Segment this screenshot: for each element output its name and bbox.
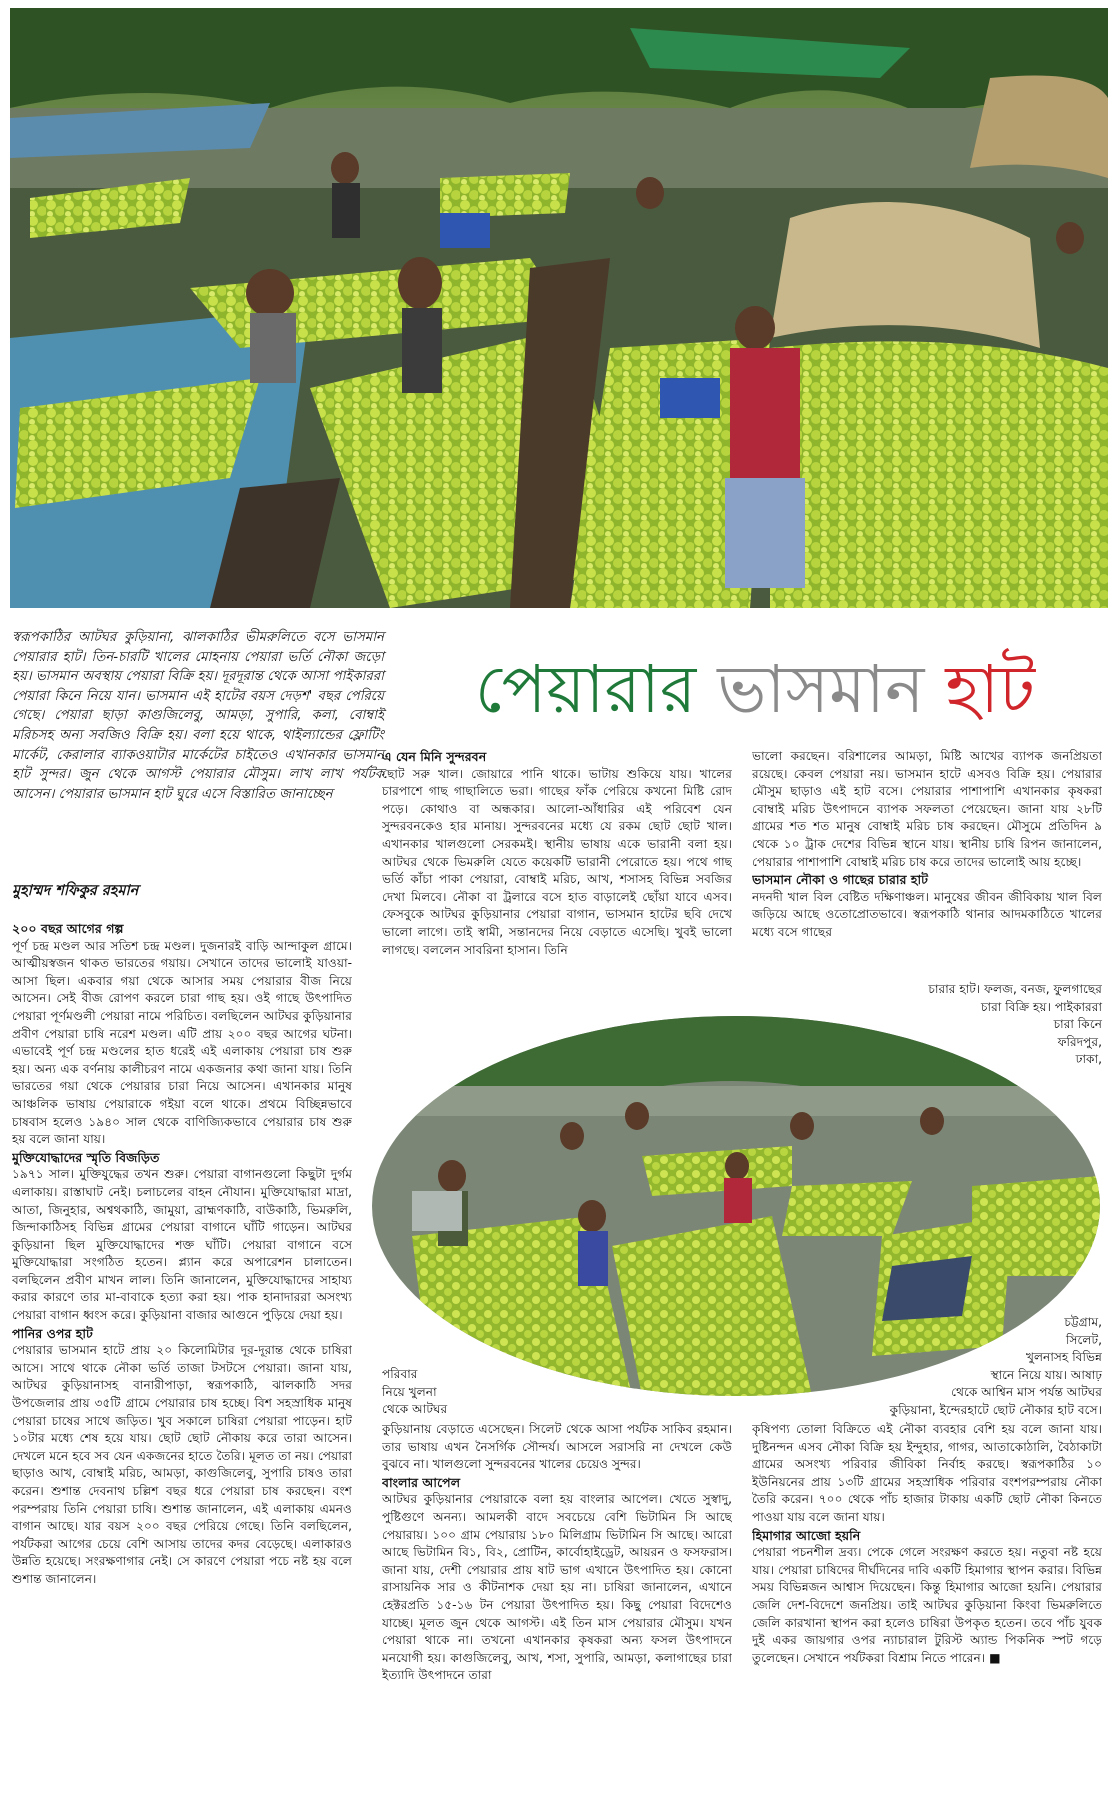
section-heading: বাংলার আপেল	[382, 1474, 461, 1490]
column-1	[12, 920, 352, 1792]
body-paragraph: ১৯৭১ সাল। মুক্তিযুদ্ধের তখন শুরু। পেয়ারা বাগানগুলো কিছুটা দুর্গম এলাকায়। রাস্তাঘাট নেই। চলাচলের বাহন নৌযান। মুক্তিযোদ্ধারা মাদ্রা, আতা, জিনুহার, অশ্বথকাঠি, জামুয়া, ব্রাহ্মণকাঠি, বাউকাঠি, ভিমরুলি, জিন্দাকাঠিসহ বিভিন্ন গ্রামের পেয়ারা বাগানে ঘাঁটি গাড়েন। আটঘর কুড়িয়ানা ছিল মুক্তিযোদ্ধাদের শক্ত ঘাঁটি। পেয়ারা বাগানে বসে মুক্তিযোদ্ধারা সংগঠিত হতেন। প্ল্যান করে অপারেশন চালাতেন। বলছিলেন প্রবীণ মাখন লাল। তিনি জানালেন, মুক্তিযোদ্ধাদের সাহায্য করার কারণে তার মা-বাবাকে হত্যা করা হয়। পাক হানাদাররা অসংখ্য পেয়ারা বাগান ধ্বংস করে। কুড়িয়ানা বাজার আগুনে পুড়িয়ে দেয়া হয়।	[12, 1167, 352, 1323]
section-heading: পানির ওপর হাট	[12, 1325, 93, 1341]
section-heading: হিমাগার আজো হয়নি	[752, 1527, 861, 1543]
body-paragraph: ভালো করছেন। বরিশালের আমড়া, মিষ্টি আখের ব্যাপক জনপ্রিয়তা রয়েছে। কেবল পেয়ারা নয়। ভাসমান হাটে এসবও বিক্রি হয়। পেয়ারার মৌসুম ছাড়াও এই হাট বসে। পেয়ারার পাশাপাশি এখানকার কৃষকরা বোম্বাই মরিচ উৎপাদনে ব্যাপক সফলতা পেয়েছেন। জানা যায় ২৮টি গ্রামের শত শত মানুষ বোম্বাই মরিচ চাষ করছেন। মৌসুমে প্রতিদিন ৯ থেকে ১০ ট্রাক দেশের বিভিন্ন স্থানে যায়। স্থানীয় চাষি রিপন জানালেন, পেয়ারার পাশাপাশি বোম্বাই মরিচ চাষ করে তাদের ভালোই আয় হচ্ছে।	[752, 749, 1102, 869]
headline-word-2: ভাসমান	[717, 651, 925, 728]
body-paragraph: পেয়ারার ভাসমান হাটে প্রায় ২০ কিলোমিটার দূর-দূরান্ত থেকে চাষিরা আসে। সাথে থাকে নৌকা ভর্তি তাজা টসটসে পেয়ারা। জানা যায়, আটঘর কুড়িয়ানাসহ বানারীপাড়া, স্বরূপকাঠি, ঝালকাঠি সদর উপজেলার প্রায় ৩৫টি গ্রামে পেয়ারার চাষ হচ্ছে। বিশ সহস্রাধিক মানুষ পেয়ারা চাষের সাথে জড়িত। খুব সকালে চাষিরা পেয়ারা পাড়েন। হাট ১০টার মধ্যে শেষ হয়ে যায়। ছোট ছোট নৌকায় করে তারা আসেন। দেখলে মনে হবে সব যেন একজনের হাতে তৈরি। মূলত তা নয়। পেয়ারা ছাড়াও আখ, বোম্বাই মরিচ, আমড়া, কাগুজিলেবু, সুপারি চাষও তারা করেন। শুশান্ত দেবনাথ চল্লিশ বছর ধরে পেয়ারা চাষ করছেন। বংশ পরম্পরায় তিনি পেয়ারা চাষি। শুশান্ত জানালেন, এই এলাকায় এমনও বাগান আছে। যার বয়স ২০০ বছর পেরিয়ে গেছে। তিনি বলছিলেন, পর্যটকরা আগের চেয়ে বেশি আসায় তাদের কদর বেড়েছে। এলাকারও উন্নতি হয়েছে। সংরক্ষণাগার নেই। সে কারণে পেয়ারা পচে নষ্ট হয় বলে শুশান্ত জানালেন।	[12, 1343, 352, 1586]
column-3-bottom	[752, 1421, 1102, 1793]
oval-photo-art	[372, 1016, 1100, 1396]
section-heading: ভাসমান নৌকা ও গাছের চারার হাট	[752, 872, 929, 888]
wrap-text-right-1: চারার হাট। ফলজ, বনজ, ফুলগাছের চারা বিক্রি হয়। পাইকাররা চারা কিনে ফরিদপুর, ঢাকা,	[928, 982, 1102, 1067]
body-paragraph: কুড়িয়ানায় বেড়াতে এসেছেন। সিলেট থেকে আসা পর্যটক সাকিব রহমান। তার ভাষায় এখন নৈসর্গিক সৌন্দর্য। আসলে সরাসরি না দেখলে কেউ বুঝবে না। খালগুলো সুন্দরবনের খালের চেয়েও সুন্দর।	[382, 1422, 732, 1472]
intro-text: স্বরূপকাঠির আটঘর কুড়িয়ানা, ঝালকাঠির ভীমরুলিতে বসে ভাসমান পেয়ারার হাট। তিন-চারটি খালের মোহনায় পেয়ারা ভর্তি নৌকা জড়ো হয়। ভাসমান অবস্থায় পেয়ারা বিক্রি হয়। দূরদূরান্ত থেকে আসা পাইকাররা পেয়ারা কিনে নিয়ে যান। ভাসমান এই হাটের বয়স দেড়শ' বছর পেরিয়ে গেছে। পেয়ারা ছাড়া কাগুজিলেবু, আমড়া, সুপারি, কলা, বোম্বাই মরিচসহ অন্য সবজিও বিক্রি হয়। বলা হয়ে থাকে, থাইল্যান্ডের ফ্লোটিং মার্কেট, কেরালার ব্যাকওয়াটার মার্কেটের চাইতেও এখানকার ভাসমান হাট সুন্দর। জুন থেকে আগস্ট পেয়ারার মৌসুম। লাখ লাখ পর্যটক আসেন। পেয়ারার ভাসমান হাট ঘুরে এসে বিস্তারিত জানাচ্ছেন	[12, 630, 384, 802]
headline	[410, 640, 1100, 740]
section-heading: ২০০ বছর আগের গল্প	[12, 921, 124, 936]
section-heading: মুক্তিযোদ্ধাদের স্মৃতি বিজড়িত	[12, 1149, 160, 1165]
column-2-bottom	[382, 1421, 732, 1793]
wrap-text-right-2: চট্টগ্রাম, সিলেট, খুলনাসহ বিভিন্ন স্থানে নিয়ে যায়। আষাঢ় থেকে আশ্বিন মাস পর্যন্ত আটঘর কুড়িয়ানা, ইন্দেরহাটে ছোট নৌকার হাট বসে।	[889, 1315, 1102, 1417]
wrap-text-left: পরিবার নিয়ে খুলনা থেকে আটঘর	[382, 1367, 448, 1417]
body-paragraph: নদনদী খাল বিল বেষ্টিত দক্ষিণাঞ্চল। মানুষের জীবন জীবিকায় খাল বিল জড়িয়ে আছে ওতোপ্রোতভাবে। স্বরূপকাঠি থানার আদমকাঠিতে খালের মধ্যে বসে গাছের	[752, 889, 1102, 939]
byline: মুহাম্মদ শফিকুর রহমান	[12, 883, 139, 899]
body-paragraph: আটঘর কুড়িয়ানার পেয়ারাকে বলা হয় বাংলার আপেল। খেতে সুস্বাদু, পুষ্টিগুণে অনন্য। আমলকী বাদে সবচেয়ে বেশি ভিটামিন সি আছে পেয়ারায়। ১০০ গ্রাম পেয়ারায় ১৮০ মিলিগ্রাম ভিটামিন সি আছে। আরো আছে ভিটামিন বি১, বি২, প্রোটিন, কার্বোহাইড্রেট, আয়রন ও ফসফরাস। জানা যায়, দেশী পেয়ারার প্রায় ষাট ভাগ এখানে উৎপাদিত হয়। কোনো রাসায়নিক সার ও কীটনাশক দেয়া হয় না। চাষিরা জানালেন, এখানে হেক্টরপ্রতি ১৫-১৬ টন পেয়ারা উৎপাদিত হয়। কিছু পেয়ারা বিদেশেও যাচ্ছে। মূলত জুন থেকে আগস্ট। এই তিন মাস পেয়ারার মৌসুম। যখন পেয়ারা থাকে না। তখনো এখানকার কৃষকরা অন্য ফসল উৎপাদনে মনযোগী হয়। কাগুজিলেবু, আখ, শসা, সুপারি, আমড়া, কলাগাছের চারা ইত্যাদি উৎপাদনে তারা	[382, 1492, 732, 1683]
headline-word-3: হাট	[945, 651, 1036, 728]
body-paragraph: পেয়ারা পচনশীল দ্রব্য। পেকে গেলে সংরক্ষণ করতে হয়। নতুবা নষ্ট হয়ে যায়। পেয়ারা চাষিদের দীর্ঘদিনের দাবি একটি হিমাগার স্থাপন করার। বিভিন্ন সময় বিভিন্নজন আশ্বাস দিয়েছেন। কিন্তু হিমাগার আজো হয়নি। পেয়ারার জেলি দেশ-বিদেশে জনপ্রিয়। তাই আটঘর কুড়িয়ানা কিংবা ভিমরুলিতে জেলি কারখানা স্থাপন করা হলেও চাষিরা উপকৃত হতেন। তবে পাঁচ যুবক দুই একর জায়গার ওপর ন্যাচারাল টুরিস্ট অ্যান্ড পিকনিক স্পট গড়ে তুলেছেন। সেখানে পর্যটকরা বিশ্রাম নিতে পারেন। ■	[752, 1545, 1102, 1665]
column-3-top	[752, 748, 1102, 980]
body-paragraph: পূর্ণ চন্দ্র মণ্ডল আর সতিশ চন্দ্র মণ্ডল। দুজনারই বাড়ি আন্দাকুল গ্রামে। আত্মীয়স্বজন থাকত ভারতের গয়ায়। সেখানে তাদের ভালোই যাওয়া-আসা ছিল। একবার গয়া থেকে আসার সময় পেয়ারার বীজ নিয়ে আসেন। সেই বীজ রোপণ করলে চারা গাছ হয়। ওই গাছে উৎপাদিত পেয়ারা পূর্ণমণ্ডলী পেয়ারা নামে পরিচিত। বলছিলেন আটঘর কুড়িয়ানার প্রবীণ পেয়ারা চাষি নরেশ মণ্ডল। এটি প্রায় ২০০ বছর আগের ঘটনা। এভাবেই পূর্ণ চন্দ্র মণ্ডলের হাত ধরেই এই এলাকায় পেয়ারা চাষ শুরু হয়। অন্য এক বর্ণনায় কালীচরণ নামে একজনার কথা জানা যায়। তিনি ভারতের গয়া থেকে পেয়ারার চারা নিয়ে আসেন। এখানকার মানুষ আঞ্চলিক ভাষায় পেয়ারাকে গইয়া বলে থাকে। প্রথমে বিচ্ছিন্নভাবে চাষবাস হলেও ১৯৪০ সাল থেকে বাণিজ্যিকভাবে পেয়ারার চাষ শুরু হয় বলে জানা যায়।	[12, 938, 352, 1147]
section-heading: এ যেন মিনি সুন্দরবন	[382, 749, 487, 764]
hero-photo-art	[10, 8, 1108, 608]
oval-photo-boats	[372, 1016, 1100, 1396]
body-paragraph: ছোট সরু খাল। জোয়ারে পানি থাকে। ভাটায় শুকিয়ে যায়। খালের চারপাশে গাছ গাছালিতে ভরা। গাছের ফাঁক পেরিয়ে কখনো মিষ্টি রোদ পড়ে। কোথাও বা অন্ধকার। আলো-আঁধারির এই পরিবেশ যেন সুন্দরবনকেও হার মানায়। সুন্দরবনের মধ্যে যে রকম ছোট ছোট খাল। এখানকার খালগুলো সেরকমই। স্থানীয় ভাষায় একে ভারানী বলা হয়। আটঘর থেকে ভিমরুলি যেতে কয়েকটি ভারানী পেরোতে হয়। পথে গাছ ভর্তি কাঁচা পাকা পেয়ারা, বোম্বাই মরিচ, আখ, শসাসহ বিভিন্ন সবজির দেখা মিলবে। নৌকা বা ট্রলারে বসে হাত বাড়ালেই ছোঁয়া যাবে এসব। ফেসবুকে আটঘর কুড়িয়ানার পেয়ারা বাগান, ভাসমান হাটের ছবি দেখে ভালো লাগে। তাই স্বামী, সন্তানদের নিয়ে বেড়াতে এসেছি। খুবই ভালো লাগছে। বললেন সাবরিনা হাসান। তিনি	[382, 766, 732, 957]
hero-photo-floating-market	[10, 8, 1108, 608]
headline-word-1: পেয়ারার	[474, 651, 697, 728]
body-paragraph: কৃষিপণ্য তোলা বিক্রিতে এই নৌকা ব্যবহার বেশি হয় বলে জানা যায়। দুষ্টিনন্দন এসব নৌকা বিক্রি হয় ইন্দুহার, গাগর, আতাকোঠালি, বৈঠাকাটা গ্রামের অসংখ্য পরিবার জীবিকা নির্বাহ করছে। স্বরূপকাঠির ১০ ইউনিয়নের প্রায় ১৩টি গ্রামের সহস্রাধিক পরিবার বংশপরম্পরায় নৌকা তৈরি করেন। ৭০০ থেকে পাঁচ হাজার টাকায় একটি ছোট নৌকা কিনতে পাওয়া যায় বলে জানা যায়।	[752, 1422, 1102, 1524]
